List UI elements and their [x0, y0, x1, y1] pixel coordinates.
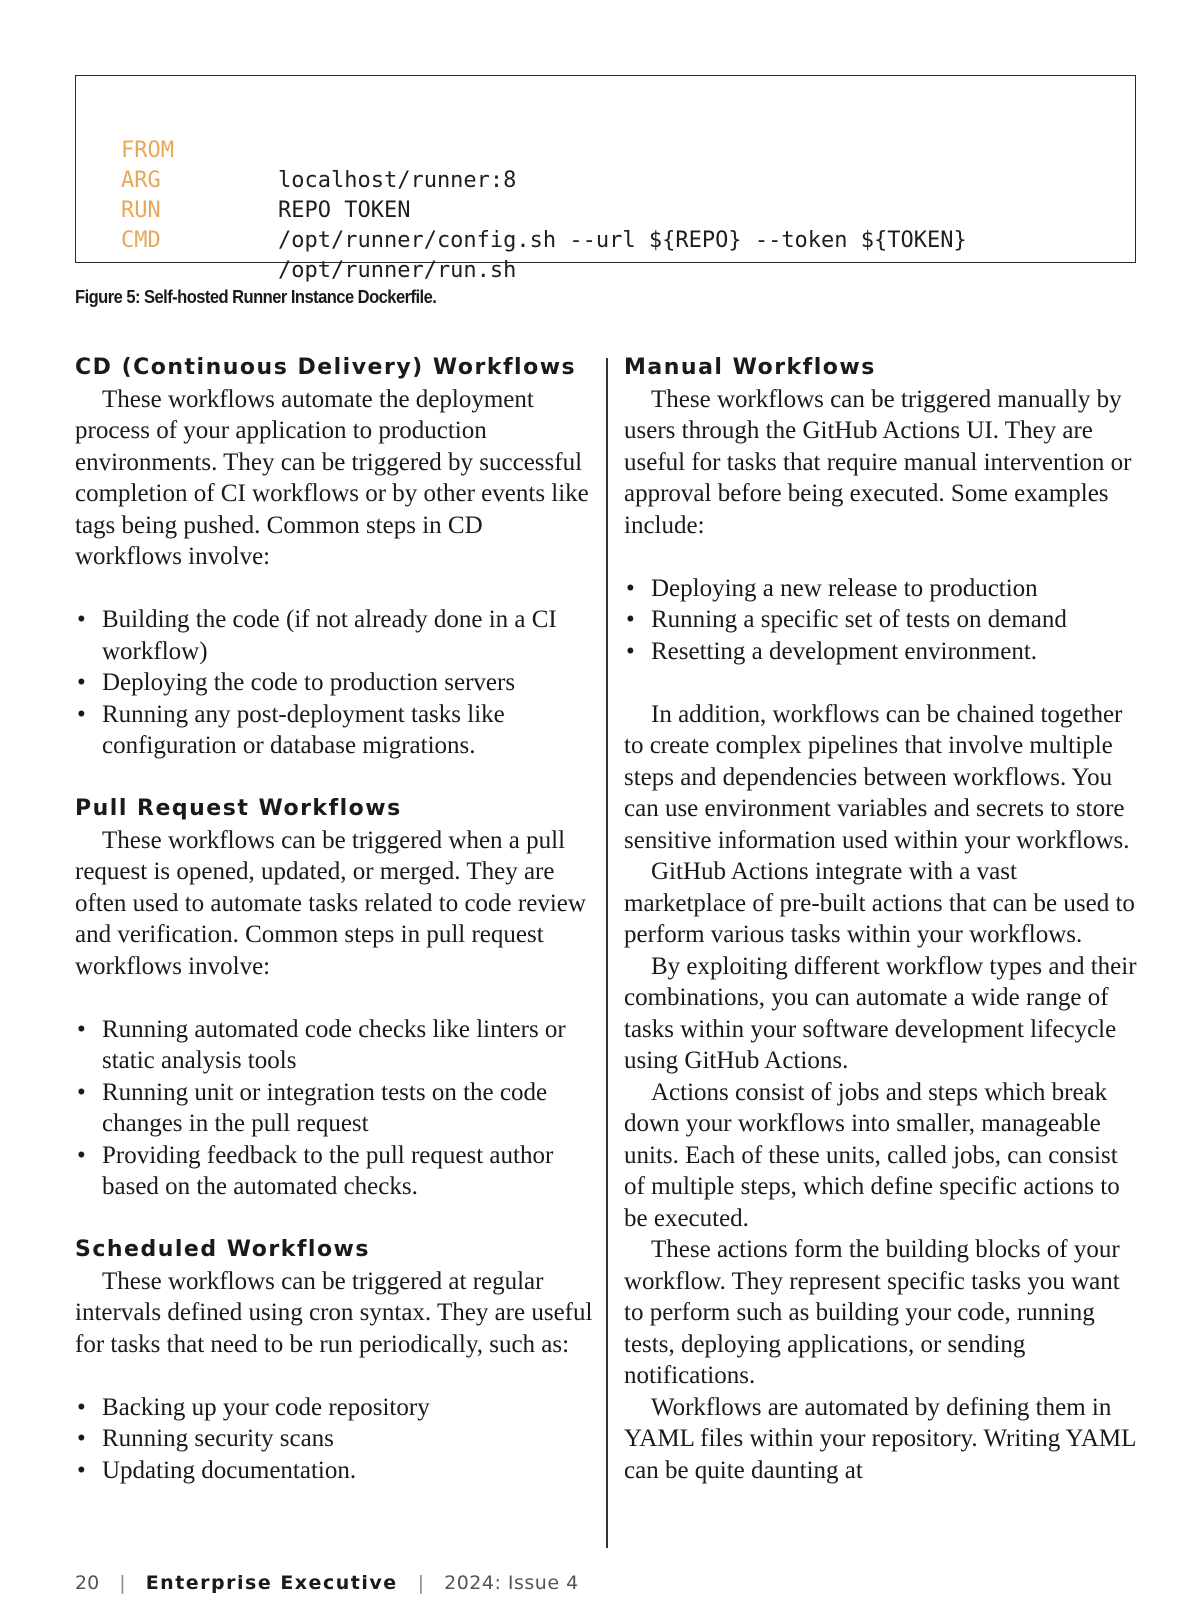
- issue-label: 2024: Issue 4: [444, 1572, 579, 1594]
- section-heading-pr: Pull Request Workflows: [75, 796, 402, 821]
- list-item: • Deploying the code to production servers: [75, 667, 595, 699]
- section-body-manual: These workflows can be triggered manually by users through the GitHub Actions UI. They are useful for tasks that require manual intervention or approval before being executed. Some examples include:: [624, 385, 1132, 539]
- section-heading-manual: Manual Workflows: [624, 355, 876, 380]
- dockerfile-code-block: [75, 75, 1136, 283]
- publication-name: Enterprise Executive: [145, 1572, 398, 1594]
- list-item: • Building the code (if not already done in a CI workflow): [75, 604, 595, 667]
- figure-caption: Figure 5: Self-hosted Runner Instance Dockerfile.: [75, 287, 437, 307]
- section-body-cd: These workflows automate the deployment process of your application to production environments. They can be triggered by successful completion of CI workflows or by other events like tags being pushed. Common steps in CD workflows involve:: [75, 385, 589, 570]
- footer-separator: |: [119, 1572, 126, 1594]
- list-item: • Running any post-deployment tasks like configuration or database migrations.: [75, 699, 595, 762]
- section-heading-cd: CD (Continuous Delivery) Workflows: [75, 355, 577, 380]
- code-args: /opt/runner/config.sh --url ${REPO} --token ${TOKEN}: [278, 228, 967, 253]
- code-args: localhost/runner:8: [278, 168, 517, 193]
- code-keyword: CMD: [121, 228, 161, 253]
- bullet-list-scheduled: [75, 1392, 595, 1487]
- bullet-list-manual: [624, 573, 1144, 668]
- left-column: [75, 352, 595, 1486]
- section-body-scheduled: These workflows can be triggered at regular intervals defined using cron syntax. They are useful for tasks that need to be run periodically, such as:: [75, 1267, 593, 1358]
- list-item: • Running automated code checks like linters or static analysis tools: [75, 1014, 595, 1077]
- bullet-list-pr: [75, 1014, 595, 1203]
- list-item: • Resetting a development environment.: [624, 636, 1144, 668]
- body-paragraph: By exploiting different workflow types and their combinations, you can automate a wide range of tasks within your software development lifecycle using GitHub Actions.: [624, 952, 1137, 1074]
- list-item: • Running a specific set of tests on demand: [624, 604, 1144, 636]
- list-item: • Running unit or integration tests on the code changes in the pull request: [75, 1077, 595, 1140]
- body-paragraph: GitHub Actions integrate with a vast marketplace of pre-built actions that can be used to perform various tasks within your workflows.: [624, 858, 1135, 948]
- section-body-pr: These workflows can be triggered when a pull request is opened, updated, or merged. They are often used to automate tasks related to code review and verification. Common steps in pull request workflows involve:: [75, 826, 586, 980]
- footer-separator: |: [417, 1572, 425, 1594]
- body-paragraph: These actions form the building blocks of your workflow. They represent specific tasks you want to perform such as building your code, running tests, deploying applications, or sending notifications.: [624, 1236, 1120, 1389]
- page-number: 20: [75, 1572, 100, 1594]
- code-keyword: ARG: [121, 168, 161, 193]
- code-keyword: RUN: [121, 198, 161, 223]
- right-column: [624, 352, 1144, 1486]
- section-heading-scheduled: Scheduled Workflows: [75, 1237, 370, 1262]
- body-paragraph: Workflows are automated by defining them in YAML files within your repository. Writing YAML can be quite daunting at: [624, 1393, 1136, 1484]
- page-footer: [75, 1572, 579, 1594]
- column-divider: [606, 358, 608, 1548]
- body-paragraph: In addition, workflows can be chained together to create complex pipelines that involve multiple steps and dependencies between workflows. You can use environment variables and secrets to store sensitive information used within your workflows.: [624, 700, 1130, 854]
- list-item: • Running security scans: [75, 1423, 595, 1455]
- list-item: • Deploying a new release to production: [624, 573, 1144, 605]
- list-item: • Backing up your code repository: [75, 1392, 595, 1424]
- code-args: /opt/runner/run.sh: [278, 258, 517, 283]
- bullet-list-cd: [75, 604, 595, 762]
- list-item: • Providing feedback to the pull request author based on the automated checks.: [75, 1140, 595, 1203]
- body-paragraph: Actions consist of jobs and steps which break down your workflows into smaller, manageable units. Each of these units, called jobs, can consist of multiple steps, which define specific actions to be executed.: [624, 1078, 1120, 1232]
- code-args: REPO TOKEN: [278, 198, 411, 223]
- list-item: • Updating documentation.: [75, 1455, 595, 1487]
- code-keyword: FROM: [121, 138, 174, 163]
